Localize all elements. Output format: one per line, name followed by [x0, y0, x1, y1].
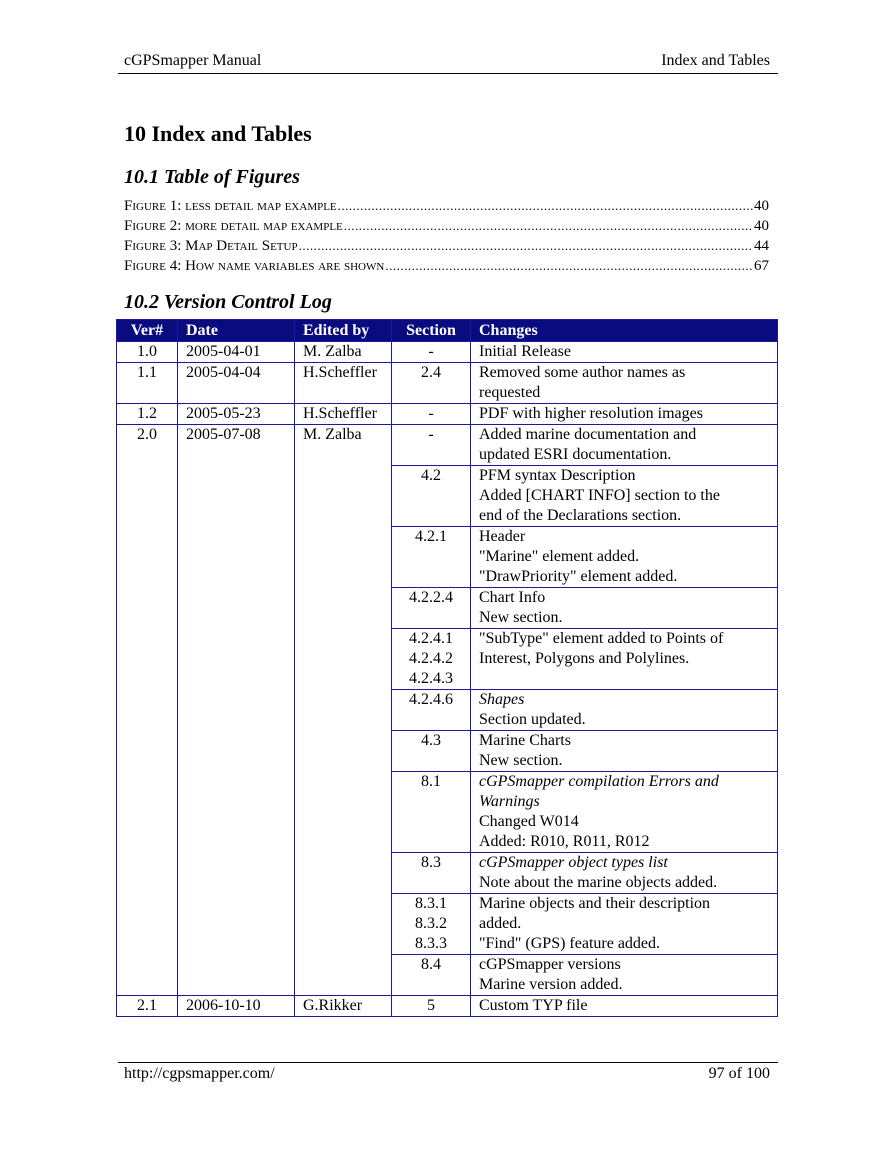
change-line: "DrawPriority" element added. — [479, 568, 678, 585]
cell-changes — [471, 425, 778, 466]
table-row — [117, 404, 778, 425]
cell-section: 2.4 — [392, 363, 471, 404]
cell-section: - — [392, 425, 471, 466]
figure-label: Figure 3: Map Detail Setup — [124, 238, 298, 254]
figure-entry[interactable] — [124, 218, 769, 238]
change-line: Note about the marine objects added. — [479, 874, 718, 891]
cell-date: 2006-10-10 — [178, 996, 295, 1017]
cell-date: 2005-04-04 — [178, 363, 295, 404]
section-title: 10 Index and Tables — [124, 121, 312, 146]
cell-editor: M. Zalba — [295, 425, 392, 996]
figure-label: Figure 4: How name variables are shown — [124, 258, 385, 274]
section-line: 8.3.1 — [415, 895, 447, 912]
figures-heading: 10.1 Table of Figures — [124, 166, 300, 188]
header-ver: Ver# — [117, 320, 178, 342]
cell-changes — [471, 731, 778, 772]
cell-changes — [471, 363, 778, 404]
cell-section: 4.2.4.6 — [392, 690, 471, 731]
cell-section: 4.2 — [392, 466, 471, 527]
cell-changes — [471, 772, 778, 853]
header-changes: Changes — [471, 320, 778, 342]
cell-changes — [471, 853, 778, 894]
cell-changes — [471, 404, 778, 425]
header-chapter-title: Index and Tables — [661, 52, 770, 69]
table-row — [117, 342, 778, 363]
cell-ver: 1.2 — [117, 404, 178, 425]
header-date: Date — [178, 320, 295, 342]
cell-editor: H.Scheffler — [295, 404, 392, 425]
change-line: "SubType" element added to Points of — [479, 630, 724, 647]
change-line: New section. — [479, 609, 563, 626]
table-row — [117, 363, 778, 404]
change-line: Marine objects and their description — [479, 895, 711, 912]
cell-section: 4.3 — [392, 731, 471, 772]
figure-page: 44 — [754, 238, 769, 254]
cell-editor: G.Rikker — [295, 996, 392, 1017]
cell-changes — [471, 629, 778, 690]
header-edited-by: Edited by — [295, 320, 392, 342]
figure-label: Figure 2: more detail map example — [124, 218, 343, 234]
table-header-row — [117, 320, 778, 342]
cell-changes — [471, 955, 778, 996]
cell-section: 4.2.1 — [392, 527, 471, 588]
cell-ver: 1.1 — [117, 363, 178, 404]
cell-section: 5 — [392, 996, 471, 1017]
change-line: PDF with higher resolution images — [479, 405, 703, 422]
section-line: 8.3.3 — [415, 935, 447, 952]
change-line: Custom TYP file — [479, 997, 588, 1014]
dot-leader — [385, 258, 753, 274]
change-line: Marine Charts — [479, 732, 571, 749]
change-line: New section. — [479, 752, 563, 769]
change-line: cGPSmapper versions — [479, 956, 621, 973]
log-heading: 10.2 Version Control Log — [124, 291, 332, 313]
change-line: Removed some author names as — [479, 364, 686, 381]
change-line: Added [CHART INFO] section to the — [479, 487, 720, 504]
footer-url-link[interactable]: http://cgpsmapper.com/ — [124, 1065, 275, 1082]
dot-leader — [338, 198, 753, 214]
header-doc-title: cGPSmapper Manual — [124, 52, 262, 69]
cell-section: - — [392, 342, 471, 363]
figure-page: 40 — [754, 218, 769, 234]
header-section: Section — [392, 320, 471, 342]
cell-ver: 2.1 — [117, 996, 178, 1017]
dot-leader — [344, 218, 753, 234]
section-line: 4.2.4.2 — [409, 650, 453, 667]
cell-changes — [471, 996, 778, 1017]
section-line: 4.2.4.1 — [409, 630, 453, 647]
change-line: Added: R010, R011, R012 — [479, 833, 650, 850]
table-row — [117, 425, 778, 466]
figure-page: 40 — [754, 198, 769, 214]
change-line: end of the Declarations section. — [479, 507, 682, 524]
change-line-italic: cGPSmapper object types list — [479, 854, 668, 871]
page-header — [118, 52, 778, 74]
cell-changes — [471, 527, 778, 588]
table-of-figures — [124, 198, 769, 278]
figure-entry[interactable] — [124, 258, 769, 278]
change-line: PFM syntax Description — [479, 467, 636, 484]
cell-section — [392, 894, 471, 955]
cell-section: 8.3 — [392, 853, 471, 894]
footer-page-number: 97 of 100 — [708, 1065, 770, 1082]
version-control-table — [116, 319, 778, 1017]
page-footer — [118, 1062, 778, 1085]
cell-changes — [471, 690, 778, 731]
change-line: requested — [479, 384, 541, 401]
dot-leader — [299, 238, 753, 254]
change-line: Header — [479, 528, 526, 545]
table-row — [117, 996, 778, 1017]
change-line-italic: cGPSmapper compilation Errors and Warnings — [479, 773, 719, 810]
cell-date: 2005-05-23 — [178, 404, 295, 425]
cell-changes — [471, 466, 778, 527]
cell-date: 2005-07-08 — [178, 425, 295, 996]
change-line: Marine version added. — [479, 976, 623, 993]
cell-section: - — [392, 404, 471, 425]
figure-entry[interactable] — [124, 238, 769, 258]
cell-editor: M. Zalba — [295, 342, 392, 363]
change-line: added. — [479, 915, 522, 932]
section-line: 8.3.2 — [415, 915, 447, 932]
change-line-italic: Shapes — [479, 691, 525, 708]
cell-ver: 1.0 — [117, 342, 178, 363]
cell-changes — [471, 588, 778, 629]
cell-section — [392, 629, 471, 690]
change-line: Changed W014 — [479, 813, 579, 830]
figure-entry[interactable] — [124, 198, 769, 218]
change-line: Chart Info — [479, 589, 546, 606]
cell-changes — [471, 342, 778, 363]
change-line: "Marine" element added. — [479, 548, 640, 565]
cell-section: 4.2.2.4 — [392, 588, 471, 629]
cell-changes — [471, 894, 778, 955]
cell-editor: H.Scheffler — [295, 363, 392, 404]
change-line: updated ESRI documentation. — [479, 446, 672, 463]
cell-date: 2005-04-01 — [178, 342, 295, 363]
section-line: 4.2.4.3 — [409, 670, 453, 687]
cell-section: 8.1 — [392, 772, 471, 853]
change-line: Initial Release — [479, 343, 571, 360]
change-line: Interest, Polygons and Polylines. — [479, 650, 690, 667]
change-line: Section updated. — [479, 711, 586, 728]
figure-label: Figure 1: less detail map example — [124, 198, 337, 214]
change-line: "Find" (GPS) feature added. — [479, 935, 661, 952]
figure-page: 67 — [754, 258, 769, 274]
cell-section: 8.4 — [392, 955, 471, 996]
change-line: Added marine documentation and — [479, 426, 697, 443]
cell-ver: 2.0 — [117, 425, 178, 996]
